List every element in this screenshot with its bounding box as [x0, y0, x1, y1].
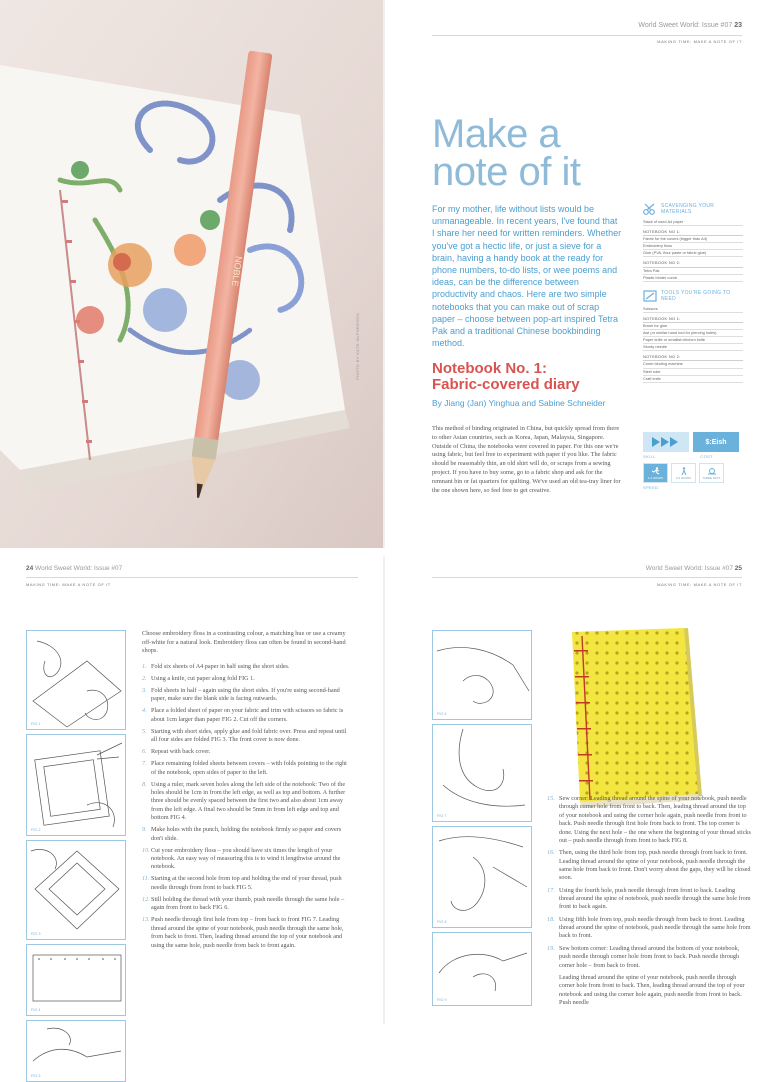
instruction-step [142, 707, 347, 724]
step-number: 19. [547, 944, 555, 952]
tools-icon [643, 290, 657, 302]
figure-2 [26, 734, 126, 836]
step-number: 18. [547, 915, 555, 923]
sidebar-spacer [643, 282, 743, 290]
tools-item: Paper knife or smallish kitchen knife [643, 337, 743, 344]
instruction-step [142, 916, 347, 950]
skill-cost-row [643, 432, 743, 452]
figure-5-tag: FIG 5 [31, 1074, 41, 1078]
running-head: MAKING TIME: MAKE A NOTE OF IT [657, 39, 742, 44]
speed-option-3-label: THREE DAYS [702, 475, 721, 480]
svg-text:NOBLE: NOBLE [229, 255, 244, 288]
continuation-paragraph: Leading thread around the spine of your notebook, push needle through corner hole from front to back. Then, leading thread around the top of your notebook and using the corner hole again, push needle from front to back. Push needle [559, 973, 745, 1007]
step-number: 13. [142, 916, 150, 924]
right-folio-page-number: 25 [734, 565, 742, 572]
step-number: 6. [142, 748, 147, 756]
step-text: Make holes with the punch, holding the notebook firmly so paper and covers don't slide. [151, 826, 342, 842]
speed-option-3 [699, 463, 724, 483]
title-line-2: note of it [432, 149, 581, 194]
cost-box [693, 432, 739, 452]
step-number: 10. [142, 846, 150, 854]
byline: By Jiang (Jan) Yinghua and Sabine Schneider [432, 398, 606, 408]
hand-with-needle-illustration [433, 631, 533, 719]
left-folio [26, 565, 122, 572]
finished-notebook-image [562, 628, 707, 810]
cost-value: $:Eish [705, 438, 727, 446]
sewing-hand-illustration [433, 725, 533, 821]
tools-item: NOTEBOOK NO 2: [643, 354, 743, 361]
right-figure-column [432, 630, 532, 1006]
speed-label-row [643, 485, 743, 490]
materials-item: Glue (PVA, flour paste or fabric glue) [643, 250, 743, 257]
step-text: Push needle through first hole from top – from back to front FIG 7. Leading thread around the spine of your notebook, push needle through the same hole, from back to front. Then, leading thread around the top of your notebook and using the same hole, push needle from back to front again. [151, 916, 344, 949]
step-text: Using a knife, cut paper along fold FIG 1. [151, 675, 255, 682]
materials-sidebar [643, 203, 743, 383]
tools-item: Scissors [643, 306, 743, 313]
figure-4 [26, 944, 126, 1016]
tools-item: NOTEBOOK NO 1: [643, 316, 743, 323]
project-rating [643, 432, 743, 490]
bottom-spread [0, 556, 768, 1078]
trim-fabric-illustration [27, 735, 127, 835]
materials-item: Fabric for the covers (bigger than A4) [643, 236, 743, 243]
figure-9-tag: FIG 9 [437, 998, 447, 1002]
instruction-step [142, 760, 347, 777]
tools-item: Awl (or similar hand tool for piercing holes) [643, 330, 743, 337]
right-folio-publication: World Sweet World: Issue #07 [645, 565, 733, 572]
tools-item: Sturdy needle [643, 344, 743, 351]
notebook-heading-line-2: Fabric-covered diary [432, 376, 580, 393]
figure-9 [432, 932, 532, 1006]
folio-publication: World Sweet World: Issue #07 [638, 22, 733, 29]
instruction-step [142, 781, 347, 823]
figure-5 [26, 1020, 126, 1082]
materials-item: Tetra Pak [643, 268, 743, 275]
notebook-heading-line-1: Notebook No. 1: [432, 360, 547, 377]
instruction-step [142, 875, 347, 892]
step-text: Cut your embroidery floss – you should have six times the length of your notebook. An easy way of measuring this is to wind it lengthwise around the notebook. [151, 846, 341, 871]
steps-list-left [142, 663, 347, 954]
tools-list [643, 306, 743, 383]
scissors-icon [643, 203, 657, 215]
speed-label: SPEED [643, 485, 659, 490]
instruction-step [142, 896, 347, 913]
figure-1-tag: FIG 1 [31, 722, 41, 726]
left-folio-publication: World Sweet World: Issue #07 [35, 565, 123, 572]
speed-option-1-label: 1-2 HOURS [648, 475, 663, 480]
step-text: Using a ruler, mark seven holes along the left side of the notebook: Two of the holes should be 1cm in from the left edge, as well as top and bottom. A further three should be evenly spaced between the first two and also about 1cm away from the left edge. A final two should be 5mm in from left edge and top and bottom FIG 4. [151, 780, 346, 822]
fold-paper-illustration [27, 631, 127, 729]
body-paragraph: This method of binding originated in China, but quickly spread from there to other Asian countries, such as Korea, Japan, Malaysia, Singapore. Outside of China, the notebooks were covered in paper. For this one we're using fabric, but feel free to experiment with paper if you like. The fabric should be reasonably thin, an old shirt will do, or scraps from a sewing project. If you have to buy some, go to a fabric shop and ask for the remnant bin or fat quarters for quilting. We've used an old tea-tray liner for the one shown here, so feel free to get creative. [432, 425, 621, 494]
speed-option-2 [671, 463, 696, 483]
step-text: Fold six sheets of A4 paper in half using the short sides. [151, 663, 290, 670]
speed-row [643, 463, 743, 483]
materials-item: Embroidery floss [643, 243, 743, 250]
right-running-head: MAKING TIME: MAKE A NOTE OF IT [657, 582, 742, 587]
tools-item: Comb binding machine [643, 361, 743, 368]
tools-item: Brush for glue [643, 323, 743, 330]
yellow-notebook-illustration [562, 628, 707, 810]
materials-item: NOTEBOOK NO 2: [643, 260, 743, 267]
step-number: 17. [547, 886, 555, 894]
figure-6-tag: FIG 6 [437, 712, 447, 716]
figure-1 [26, 630, 126, 730]
materials-item: Plastic binder comb [643, 275, 743, 282]
figure-6 [432, 630, 532, 720]
article-title [432, 111, 581, 194]
gutter [383, 0, 385, 548]
instruction-step [547, 795, 752, 845]
step-text: Place a folded sheet of paper on your fabric and trim with scissors so fabric is about 1cm larger than paper FIG 2. Cut off the corners. [151, 707, 344, 723]
rating-labels [643, 454, 743, 459]
step-text: Using fifth hole from top, push needle through from back to front. Leading thread around the spine of notebook, push needle through the same hole from back to front. [559, 915, 751, 940]
cost-label: COST [700, 454, 713, 459]
cross-stitch-notebook-illustration [0, 0, 384, 548]
left-folio-page-number: 24 [26, 565, 34, 572]
step-text: Sew corner: Leading thread around the spine of your notebook, push needle through corner hole from front to back. Then, leading thread around the top of your notebook and using the corner hole again, push needle from front to back. Push needle through first hole from back to front. The top corner is done. Using the next hole – the one where the beginning of your thread sticks out – push needle through from front to back FIG 8. [559, 795, 751, 845]
figure-3-tag: FIG 3 [31, 932, 41, 936]
title-line-1: Make a [432, 111, 561, 156]
step-number: 9. [142, 826, 147, 834]
step-text: Using the fourth hole, push needle through from front to back. Leading thread around the spine of notebook, push needle through the same hole from front to back again. [559, 886, 751, 911]
step-number: 16. [547, 849, 555, 857]
walker-icon [679, 467, 689, 475]
right-folio [646, 565, 742, 572]
instruction-step [547, 945, 752, 970]
step-number: 4. [142, 707, 147, 715]
step-number: 1. [142, 663, 147, 670]
step-text: Still holding the thread with your thumb, push needle through the same hole – again from front to back FIG 6. [151, 895, 345, 912]
photo-credit: PHOTO BY KATE McPHERSON [355, 312, 360, 380]
header-rule [432, 35, 742, 36]
step-text: Repeat with back cover. [151, 748, 211, 756]
skill-arrows-icon [651, 436, 681, 448]
folio [638, 22, 742, 29]
instruction-step [547, 849, 752, 883]
step-number: 2. [142, 675, 147, 682]
gutter [383, 556, 385, 1024]
intro-paragraph: For my mother, life without lists would be unmanageable. In recent years, I've found that I share her need for written reminders. Whether you've got a hectic life, or just a sieve for a brain, having a handy book at the ready for phone numbers, to-do lists, or wee poems and ideas, can be the difference between productivity and chaos. Here are two simple notebooks that you can make out of scrap paper – choose between pop-art inspired Tetra Pak and a traditional Chinese bookbinding method. [432, 204, 622, 349]
snail-icon [707, 467, 717, 475]
left-header-rule [26, 577, 358, 578]
step-number: 5. [142, 727, 147, 735]
materials-item: Stack of used A4 paper [643, 219, 743, 226]
step-number: 11. [142, 875, 150, 883]
hole-markings-illustration [27, 945, 127, 1015]
instruction-step [142, 748, 347, 756]
skill-box [643, 432, 689, 452]
step-number: 12. [142, 895, 150, 903]
glue-fold-illustration [27, 841, 127, 939]
instruction-step [142, 687, 347, 704]
tools-item: Craft knife [643, 376, 743, 383]
step-number: 7. [142, 760, 147, 768]
materials-heading [643, 203, 743, 215]
step-text: Place remaining folded sheets between covers – with folds pointing to the right of the notebook, open sides of paper to the left. [151, 760, 347, 776]
figure-3 [26, 840, 126, 940]
notebook-heading [432, 361, 580, 393]
figure-7-tag: FIG 7 [437, 814, 447, 818]
instruction-step [142, 847, 347, 872]
corner-stitch-illustration [433, 827, 533, 927]
materials-item: NOTEBOOK NO 1: [643, 229, 743, 236]
figure-7 [432, 724, 532, 822]
step-text: Starting at the second hole from top and holding the end of your thread, push needle through from front to back FIG 5. [151, 875, 342, 891]
step-text: Then, using the third hole from top, push needle through from back to front. Leading thread around the spine of your notebook, push needle through the same hole from back to front. Don't worry about the gaps, they will be closed soon. [559, 849, 751, 882]
finishing-stitch-illustration [433, 933, 533, 1005]
skill-label: SKILL [643, 454, 656, 459]
instruction-step [547, 887, 752, 912]
speed-option-1 [643, 463, 668, 483]
folio-page-number: 23 [734, 22, 742, 29]
figure-2-tag: FIG 2 [31, 828, 41, 832]
steps-list-right [547, 795, 752, 1008]
tools-heading [643, 290, 743, 302]
step-number: 8. [142, 780, 147, 788]
step-number: 15. [547, 795, 555, 802]
figure-4-tag: FIG 4 [31, 1008, 41, 1012]
step-number: 3. [142, 687, 147, 694]
tools-item: Steel ruler [643, 369, 743, 376]
materials-heading-text: SCAVENGING YOUR MATERIALS [661, 203, 715, 215]
notebook-photo [0, 0, 384, 548]
instructions-intro: Choose embroidery floss in a contrasting colour, a matching hue or use a creamy off-white for a natural look. Embroidery floss can often be found in second-hand shops. [142, 630, 346, 655]
materials-list [643, 219, 743, 282]
instruction-step [142, 826, 347, 843]
right-header-rule [432, 577, 742, 578]
figure-8 [432, 826, 532, 928]
instruction-step [142, 728, 347, 745]
step-text: Fold sheets in half – again using the short sides. If you're using second-hand paper, make sure the blank side is facing outwards. [151, 687, 340, 703]
figure-8-tag: FIG 8 [437, 920, 447, 924]
needle-through-hole-illustration [27, 1021, 127, 1081]
tools-heading-text: TOOLS YOU'RE GOING TO NEED [661, 289, 731, 302]
speed-option-2-label: 3-4 HOURS [676, 475, 691, 480]
step-text: Starting with short sides, apply glue and fold fabric over. Press and repeat until all four sides are folded FIG 3. The front cover is now done. [151, 727, 347, 744]
instruction-step [142, 663, 347, 671]
step-text: Sew bottom corner: Leading thread around the bottom of your notebook, push needle through corner hole from front to back. Push needle through corner hole – from back to front. [559, 944, 740, 969]
runner-icon [651, 467, 661, 475]
left-figure-column [26, 630, 126, 1082]
left-running-head: MAKING TIME: MAKE A NOTE OF IT [26, 582, 111, 587]
instruction-step [547, 916, 752, 941]
instruction-step [142, 675, 347, 683]
